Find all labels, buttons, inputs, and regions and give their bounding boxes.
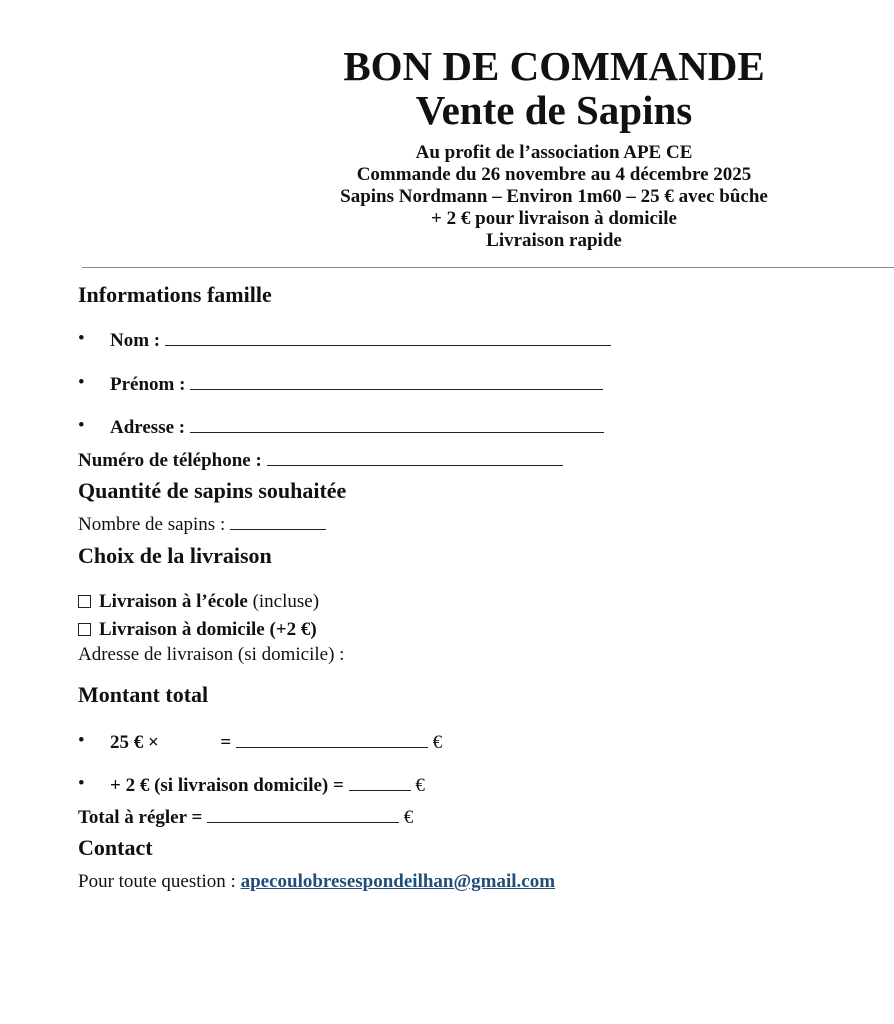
total-label: Total à régler =: [78, 807, 203, 828]
montant-equals: =: [220, 732, 232, 753]
montant-livraison-row: [110, 773, 425, 797]
section-heading-famille: Informations famille: [78, 282, 272, 307]
prenom-field[interactable]: [190, 372, 603, 390]
header-divider: [82, 267, 894, 268]
contact-text: Pour toute question :: [78, 871, 236, 892]
bullet: •: [78, 328, 85, 349]
header-line-fast-delivery: Livraison rapide: [486, 230, 622, 251]
euro-sign: €: [432, 732, 443, 753]
prenom-label: Prénom :: [110, 374, 186, 395]
contact-email-link[interactable]: apecoulobresespondeilhan@gmail.com: [240, 871, 556, 892]
checkbox-domicile[interactable]: [78, 623, 91, 636]
header-line-product: Sapins Nordmann – Environ 1m60 – 25 € avec bûche: [340, 186, 768, 207]
option-domicile[interactable]: [78, 619, 317, 641]
bullet: •: [78, 415, 85, 436]
header-line-delivery-fee: + 2 € pour livraison à domicile: [431, 208, 677, 229]
document-title: BON DE COMMANDE: [343, 43, 765, 89]
montant-sapins-quantity-blank[interactable]: [164, 730, 216, 748]
option-ecole[interactable]: [78, 591, 319, 613]
quantite-row: [78, 512, 326, 536]
telephone-row: [78, 448, 563, 472]
contact-row: [78, 871, 555, 893]
section-heading-montant: Montant total: [78, 682, 209, 707]
euro-sign: €: [415, 775, 425, 796]
montant-sapins-row: [110, 730, 442, 754]
telephone-label: Numéro de téléphone :: [78, 450, 262, 471]
nom-label: Nom :: [110, 330, 161, 351]
bullet: •: [78, 730, 85, 751]
euro-sign: €: [403, 807, 414, 828]
total-field[interactable]: [207, 805, 399, 823]
option-ecole-note: (incluse): [252, 591, 320, 612]
montant-sapins-field[interactable]: [236, 730, 428, 748]
section-heading-contact: Contact: [78, 835, 153, 860]
montant-livraison-label: + 2 € (si livraison domicile) =: [110, 775, 344, 796]
nom-field[interactable]: [165, 328, 611, 346]
document-subtitle: Vente de Sapins: [415, 87, 693, 133]
option-ecole-label: Livraison à l’école: [99, 591, 248, 612]
section-heading-quantite: Quantité de sapins souhaitée: [78, 478, 347, 503]
adresse-row: [110, 415, 604, 439]
montant-livraison-field[interactable]: [349, 773, 411, 791]
telephone-field[interactable]: [267, 448, 563, 466]
quantite-field[interactable]: [230, 512, 326, 530]
nom-row: [110, 328, 611, 352]
total-row: [78, 805, 413, 829]
montant-sapins-price: 25 € ×: [110, 732, 159, 753]
header-line-dates: Commande du 26 novembre au 4 décembre 2025: [356, 164, 752, 185]
adresse-label: Adresse :: [110, 417, 186, 438]
adresse-field[interactable]: [190, 415, 604, 433]
prenom-row: [110, 372, 603, 396]
quantite-label: Nombre de sapins :: [78, 514, 226, 535]
checkbox-ecole[interactable]: [78, 595, 91, 608]
bullet: •: [78, 372, 85, 393]
header-line-association: Au profit de l’association APE CE: [415, 142, 693, 163]
option-domicile-label: Livraison à domicile (+2 €): [99, 619, 317, 640]
section-heading-livraison: Choix de la livraison: [78, 543, 272, 568]
bullet: •: [78, 773, 85, 794]
adresse-livraison-label: Adresse de livraison (si domicile) :: [78, 644, 345, 665]
